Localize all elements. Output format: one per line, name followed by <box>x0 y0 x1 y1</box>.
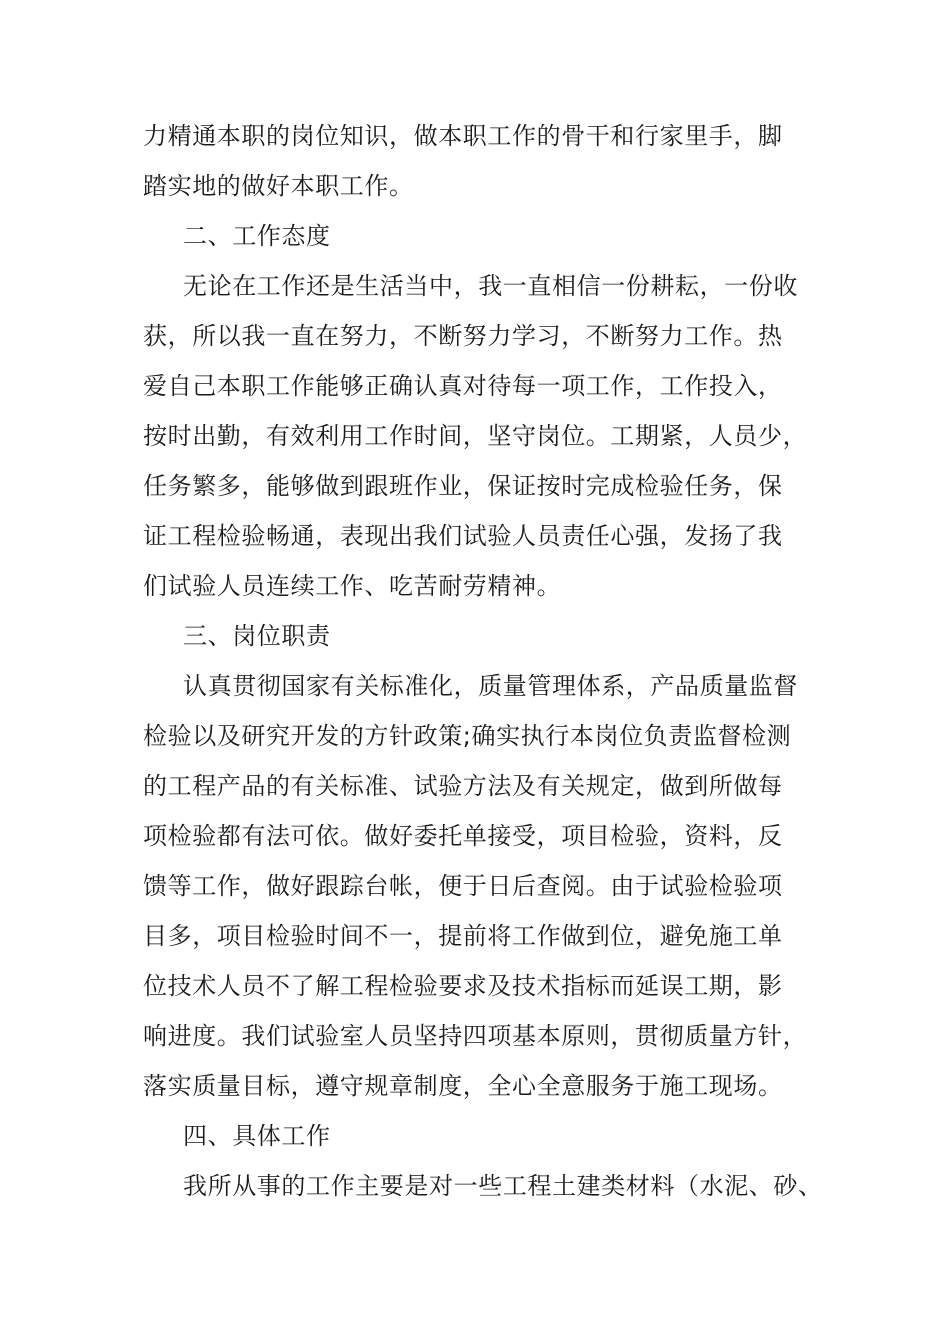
section-heading: 四、具体工作 <box>183 1122 331 1150</box>
body-text-line: 落实质量目标，遵守规章制度，全心全意服务于施工现场。 <box>143 1072 783 1100</box>
body-text-line: 踏实地的做好本职工作。 <box>143 172 414 200</box>
body-text-line: 位技术人员不了解工程检验要求及技术指标而延误工期，影 <box>143 972 783 1000</box>
body-text-line: 响进度。我们试验室人员坚持四项基本原则，贯彻质量方针， <box>143 1022 808 1050</box>
section-heading: 三、岗位职责 <box>183 622 331 650</box>
body-text-line: 馈等工作，做好跟踪台帐，便于日后查阅。由于试验检验项 <box>143 872 783 900</box>
body-text-line: 证工程检验畅通，表现出我们试验人员责任心强，发扬了我 <box>143 522 783 550</box>
paragraph-first-line: 无论在工作还是生活当中，我一直相信一份耕耘，一份收 <box>183 272 798 300</box>
body-text-line: 爱自己本职工作能够正确认真对待每一项工作，工作投入， <box>143 372 783 400</box>
body-text-line: 力精通本职的岗位知识，做本职工作的骨干和行家里手，脚 <box>143 122 783 150</box>
paragraph-first-line: 认真贯彻国家有关标准化，质量管理体系，产品质量监督 <box>183 672 798 700</box>
body-text-line: 获，所以我一直在努力，不断努力学习，不断努力工作。热 <box>143 322 783 350</box>
body-text-line: 检验以及研究开发的方针政策;确实执行本岗位负责监督检测 <box>143 722 792 750</box>
body-text-line: 目多，项目检验时间不一，提前将工作做到位，避免施工单 <box>143 922 783 950</box>
paragraph-first-line: 我所从事的工作主要是对一些工程土建类材料（水泥、砂、 <box>183 1172 823 1200</box>
section-heading: 二、工作态度 <box>183 222 331 250</box>
body-text-line: 们试验人员连续工作、吃苦耐劳精神。 <box>143 572 562 600</box>
body-text-line: 任务繁多，能够做到跟班作业，保证按时完成检验任务，保 <box>143 472 783 500</box>
body-text-line: 项检验都有法可依。做好委托单接受，项目检验，资料，反 <box>143 822 783 850</box>
body-text-line: 的工程产品的有关标准、试验方法及有关规定，做到所做每 <box>143 772 783 800</box>
body-text-line: 按时出勤，有效利用工作时间，坚守岗位。工期紧，人员少， <box>143 422 808 450</box>
